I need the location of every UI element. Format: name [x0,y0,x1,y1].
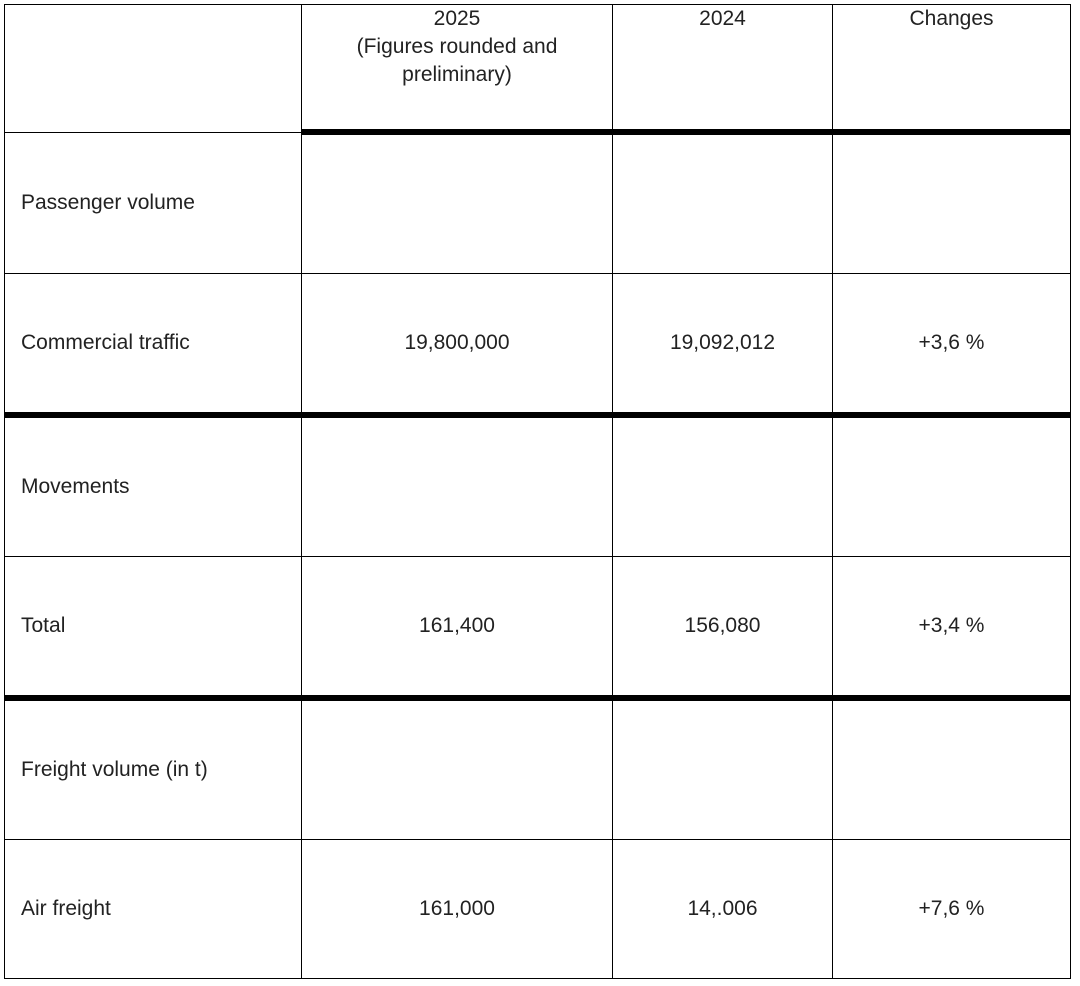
value-2025 [302,415,613,557]
table-row-total [5,557,1071,699]
table-row-air-freight [5,840,1071,979]
value-2025 [302,698,613,840]
header-2024-cell [613,5,833,133]
header-2025-cell [302,5,613,133]
value-change [833,415,1071,557]
value-change: +3,4 % [833,557,1071,699]
row-label: Air freight [5,840,302,979]
row-label: Movements [5,415,302,557]
value-2025: 161,400 [302,557,613,699]
row-label: Passenger volume [5,132,302,274]
table-row-movements [5,415,1071,557]
value-change: +7,6 % [833,840,1071,979]
header-changes-label: Changes [909,7,994,30]
table-row-freight-volume [5,698,1071,840]
value-2024 [613,415,833,557]
table-row-passenger-volume [5,132,1071,274]
header-2025-label: 2025 (Figures rounded and preliminary) [356,7,558,86]
value-change: +3,6 % [833,274,1071,416]
value-2025: 161,000 [302,840,613,979]
header-changes-cell [833,5,1071,133]
row-label: Total [5,557,302,699]
value-change [833,132,1071,274]
value-2024 [613,132,833,274]
value-2024: 156,080 [613,557,833,699]
header-2024-label: 2024 [699,7,746,30]
header-empty-cell [5,5,302,133]
row-label: Freight volume (in t) [5,698,302,840]
value-2024: 19,092,012 [613,274,833,416]
value-2024: 14,.006 [613,840,833,979]
traffic-figures-sheet [4,4,1071,979]
header-row [5,5,1071,133]
value-2025: 19,800,000 [302,274,613,416]
value-2024 [613,698,833,840]
row-label: Commercial traffic [5,274,302,416]
traffic-figures-table [4,4,1071,979]
value-change [833,698,1071,840]
value-2025 [302,132,613,274]
table-row-commercial-traffic [5,274,1071,416]
